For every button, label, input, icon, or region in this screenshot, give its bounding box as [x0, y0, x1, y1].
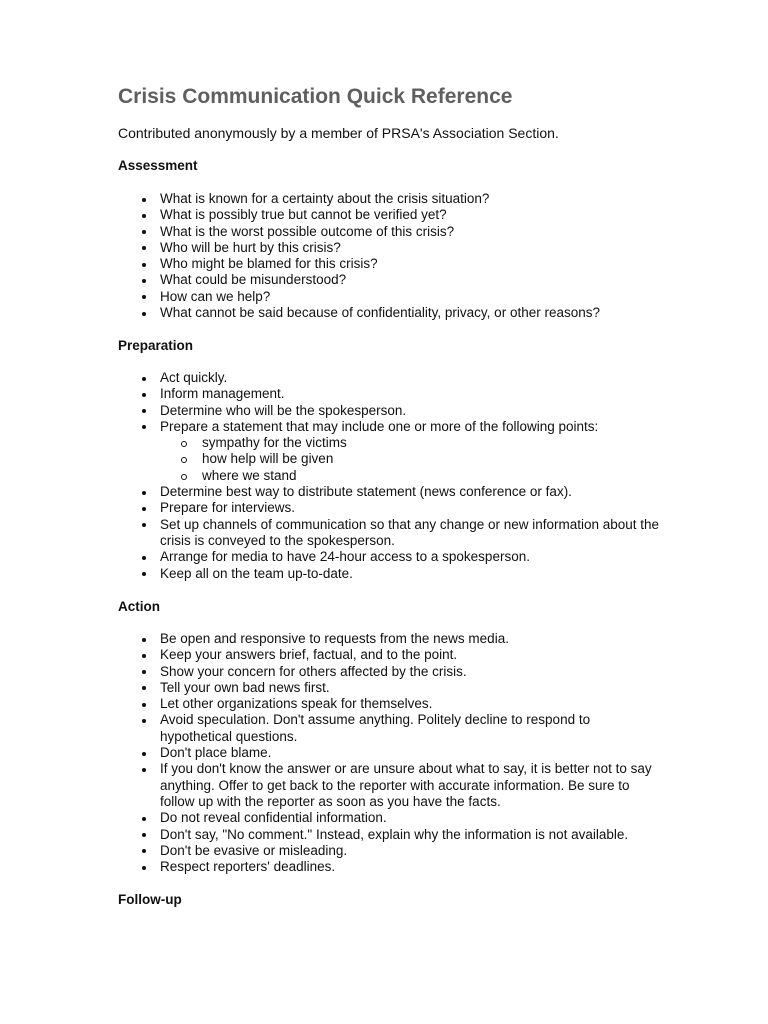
list-item: What cannot be said because of confidentiality, privacy, or other reasons?: [160, 305, 660, 321]
list-item: Let other organizations speak for themselves.: [160, 696, 660, 712]
list-item: What is possibly true but cannot be verified yet?: [160, 207, 660, 223]
follow-up-heading: Follow-up: [118, 892, 182, 907]
assessment-list: [160, 191, 660, 321]
list-item: Inform management.: [160, 386, 660, 402]
list-item: Who might be blamed for this crisis?: [160, 256, 660, 272]
list-item: Tell your own bad news first.: [160, 680, 660, 696]
list-item: Prepare a statement that may include one or more of the following points:: [160, 419, 660, 435]
page-title: Crisis Communication Quick Reference: [118, 85, 513, 108]
preparation-heading: Preparation: [118, 338, 194, 353]
list-item: What is known for a certainty about the crisis situation?: [160, 191, 660, 207]
sub-list-item: sympathy for the victims: [160, 435, 660, 451]
list-item: Determine best way to distribute statement (news conference or fax).: [160, 484, 660, 500]
list-item: Act quickly.: [160, 370, 660, 386]
list-item: Don't say, "No comment." Instead, explain why the information is not available.: [160, 827, 660, 843]
list-item: Determine who will be the spokesperson.: [160, 403, 660, 419]
intro-text: Contributed anonymously by a member of PRSA's Association Section.: [118, 125, 559, 141]
list-item: Don't be evasive or misleading.: [160, 843, 660, 859]
list-item: Keep your answers brief, factual, and to the point.: [160, 647, 660, 663]
list-item: Show your concern for others affected by the crisis.: [160, 664, 660, 680]
sub-list-item: where we stand: [160, 468, 660, 484]
list-item: Be open and responsive to requests from the news media.: [160, 631, 660, 647]
list-item: Avoid speculation. Don't assume anything. Politely decline to respond to hypothetical questions.: [160, 712, 660, 745]
sub-list-item: how help will be given: [160, 451, 660, 467]
list-item: Arrange for media to have 24-hour access to a spokesperson.: [160, 549, 660, 565]
list-item: Set up channels of communication so that any change or new information about the crisis is conveyed to the spokesperson.: [160, 516, 660, 548]
list-item: Do not reveal confidential information.: [160, 810, 660, 826]
preparation-list: [160, 370, 660, 582]
list-item: How can we help?: [160, 289, 660, 305]
list-item: Respect reporters' deadlines.: [160, 859, 660, 875]
list-item: Who will be hurt by this crisis?: [160, 240, 660, 256]
list-item: Keep all on the team up-to-date.: [160, 566, 660, 582]
assessment-heading: Assessment: [118, 158, 198, 173]
list-item: Don't place blame.: [160, 745, 660, 761]
action-heading: Action: [118, 599, 160, 614]
list-item: What could be misunderstood?: [160, 272, 660, 288]
list-item: If you don't know the answer or are unsure about what to say, it is better not to say anything. Offer to get back to the reporter with accurate information. Be sure to follow up with the reporter as soon as you have the facts.: [160, 761, 660, 810]
list-item: What is the worst possible outcome of this crisis?: [160, 224, 660, 240]
list-item: Prepare for interviews.: [160, 500, 660, 516]
action-list: [160, 631, 660, 875]
